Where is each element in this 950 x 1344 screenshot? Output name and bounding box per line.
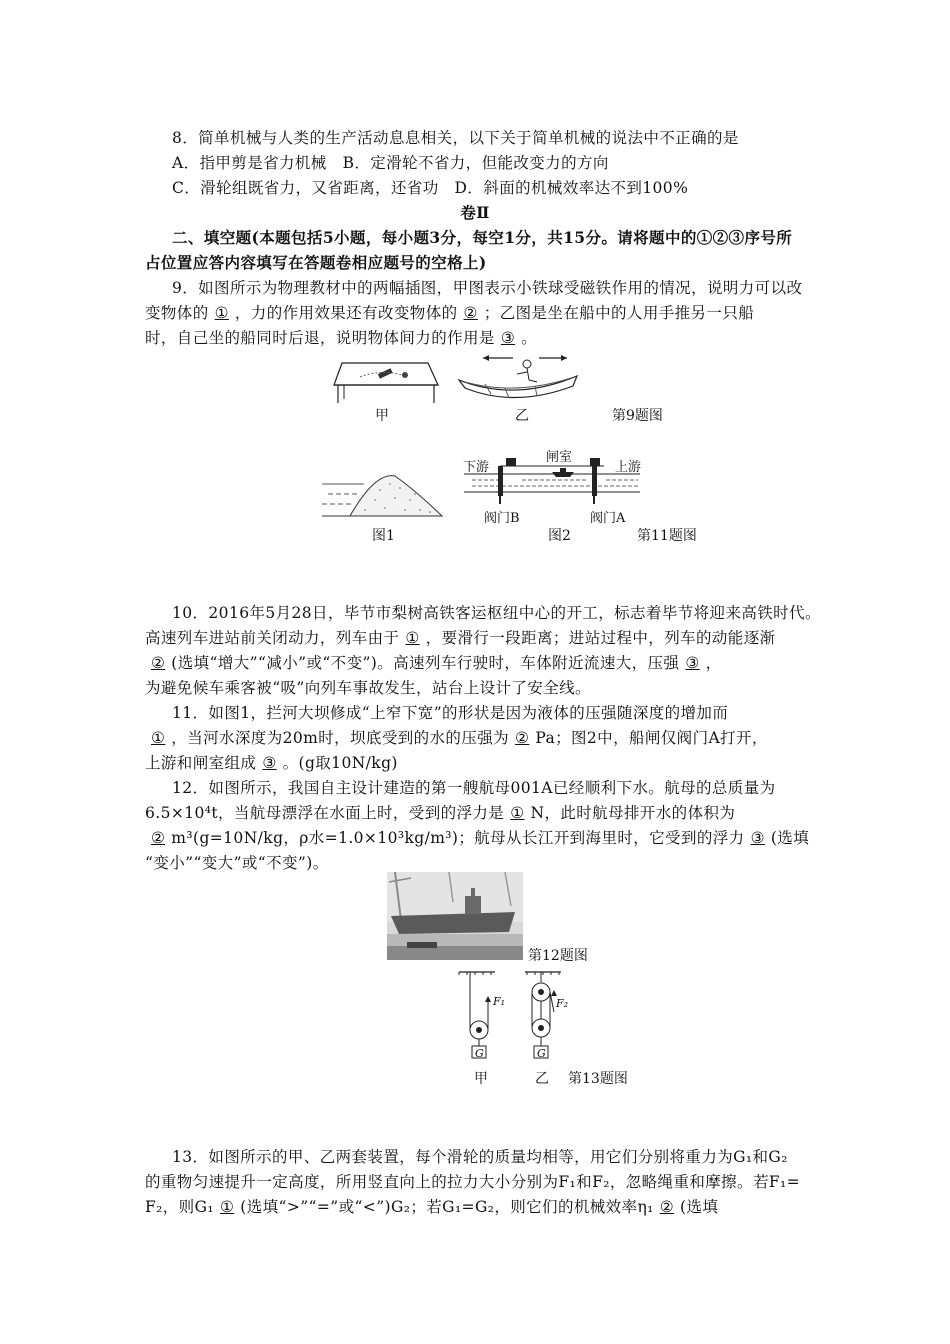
q9-text: 时，自己坐的船同时后退，说明物体间力的作用是	[145, 329, 495, 347]
q9-blank-2: ②	[463, 304, 478, 322]
q10-text: (选填“增大”“减小”或“不变”)。高速列车行驶时，车体附近流速大，压强	[171, 654, 680, 672]
q9-text: 变物体的	[145, 304, 209, 322]
section2-heading-line1: 二、填空题(本题包括5小题，每小题3分，每空1分，共15分。请将题中的①②③序号所	[172, 228, 793, 247]
figure-13-g2: G	[537, 1047, 546, 1060]
q12-line4: “变小”“变大”或“不变”)。	[145, 854, 329, 872]
q10-text: ，要滑行一段距离；进站过程中，列车的动能逐渐	[425, 629, 776, 647]
q10-line1: 10．2016年5月28日，毕节市梨树高铁客运枢纽中心的开工，标志着毕节将迎来高铁时代。	[172, 604, 821, 622]
q10-line3	[145, 653, 815, 673]
q9-blank-3: ③	[500, 329, 516, 347]
q12-blank-3: ③	[750, 829, 765, 847]
q9-line1: 9．如图所示为物理教材中的两幅插图，甲图表示小铁球受磁铁作用的情况，说明力可以改	[172, 279, 803, 297]
figure-13-label-a: 甲	[474, 1071, 488, 1087]
figure-12-caption: 第12题图	[528, 948, 588, 964]
figure-13-f2: F₂	[556, 997, 569, 1010]
q12-line2	[145, 803, 815, 823]
q13-line3	[145, 1197, 815, 1217]
figure-11-lock-chamber: 闸室	[546, 450, 573, 465]
q12-blank-2: ②	[151, 829, 166, 847]
q9-text: 。	[521, 329, 538, 347]
figure-9-caption: 第9题图	[612, 408, 663, 424]
figure-13-g1: G	[475, 1047, 484, 1060]
q11-blank-3: ③	[262, 754, 277, 772]
figure-13-pulleys	[455, 970, 570, 1070]
figure-12-carrier-photo	[387, 872, 523, 960]
q11-text: ，当河水深度为20m时，坝底受到的水的压强为	[171, 729, 510, 747]
q9-blank-1: ①	[214, 304, 229, 322]
q9-line3	[145, 328, 815, 348]
q11-line1: 11．如图1，拦河大坝修成“上窄下宽”的形状是因为液体的压强随深度的增加而	[172, 704, 729, 722]
q10-text: 高速列车进站前关闭动力，列车由于	[145, 629, 400, 647]
q9-text: ，力的作用效果还有改变物体的	[234, 304, 458, 322]
figure-9-label-b: 乙	[515, 408, 529, 424]
figure-11-caption: 第11题图	[637, 528, 697, 544]
q12-line3	[145, 828, 815, 848]
figure-11-valve-a: 阀门A	[590, 511, 626, 526]
q11-text: Pa；图2中，船闸仅阀门A打开，	[535, 729, 768, 747]
figure-9-magnet-table	[330, 355, 440, 407]
figure-9-label-a: 甲	[375, 408, 389, 424]
section2-heading-line2: 占位置应答内容填写在答题卷相应题号的空格上)	[145, 253, 487, 272]
q10-blank-2: ②	[151, 654, 166, 672]
q13-blank-2: ②	[659, 1198, 675, 1216]
q8-stem: 8．简单机械与人类的生产活动息息相关，以下关于简单机械的说法中不正确的是	[172, 129, 739, 147]
q13-line2: 的重物匀速提升一定高度，所用竖直向上的拉力大小分别为F₁和F₂，忽略绳重和摩擦。若F₁=	[145, 1173, 800, 1191]
q11-blank-2: ②	[515, 729, 530, 747]
q11-text: 上游和闸室组成	[145, 754, 257, 772]
q11-line3	[145, 753, 815, 773]
q9-line2	[145, 303, 815, 323]
q11-blank-1: ①	[151, 729, 166, 747]
q13-text: (选填“>”“=”或“<”)G₂；若G₁=G₂，则它们的机械效率η₁	[240, 1198, 654, 1216]
q12-text: N，此时航母排开水的体积为	[530, 804, 736, 822]
q11-line2	[145, 728, 815, 748]
q8-options-ab: A．指甲剪是省力机械 B．定滑轮不省力，但能改变力的方向	[172, 154, 609, 172]
q10-line4: 为避免候车乘客被“吸”向列车事故发生，站台上设计了安全线。	[145, 679, 591, 697]
figure-11-downstream: 下游	[463, 460, 490, 475]
q12-text: m³(g=10N/kg，ρ水=1.0×10³kg/m³)；航母从长江开到海里时，它受到的浮力	[171, 829, 745, 847]
figure-11-label-2: 图2	[548, 528, 571, 544]
figure-11-label-1: 图1	[372, 528, 395, 544]
figure-13-f1: F₁	[493, 995, 506, 1008]
q10-line2	[145, 628, 815, 648]
q13-text: (选填	[680, 1198, 719, 1216]
figure-11-upstream: 上游	[615, 460, 642, 475]
q8-options-cd: C．滑轮组既省力，又省距离，还省功 D．斜面的机械效率达不到100%	[172, 179, 689, 197]
figure-11-dam	[320, 470, 445, 522]
section-title: 卷Ⅱ	[460, 203, 490, 222]
q12-line1: 12．如图所示，我国自主设计建造的第一艘航母001A已经顺利下水。航母的总质量为	[172, 779, 776, 797]
q10-blank-3: ③	[685, 654, 700, 672]
q11-text: 。(g取10N/kg)	[282, 754, 398, 772]
q10-blank-1: ①	[405, 629, 420, 647]
q12-blank-1: ①	[510, 804, 525, 822]
figure-11-valve-b: 阀门B	[484, 511, 520, 526]
q12-text: 6.5×10⁴t，当航母漂浮在水面上时，受到的浮力是	[145, 804, 505, 822]
figure-9-boats	[455, 352, 585, 404]
q12-text: (选填	[770, 829, 810, 847]
q10-text: ，	[705, 654, 722, 672]
q13-line1: 13．如图所示的甲、乙两套装置，每个滑轮的质量均相等，用它们分别将重力为G₁和G₂	[172, 1148, 788, 1166]
q9-text: ；乙图是坐在船中的人用手推另一只船	[483, 304, 755, 322]
q13-text: F₂，则G₁	[145, 1198, 214, 1216]
figure-13-caption: 第13题图	[568, 1071, 628, 1087]
q13-blank-1: ①	[219, 1198, 235, 1216]
figure-13-label-b: 乙	[535, 1071, 549, 1087]
